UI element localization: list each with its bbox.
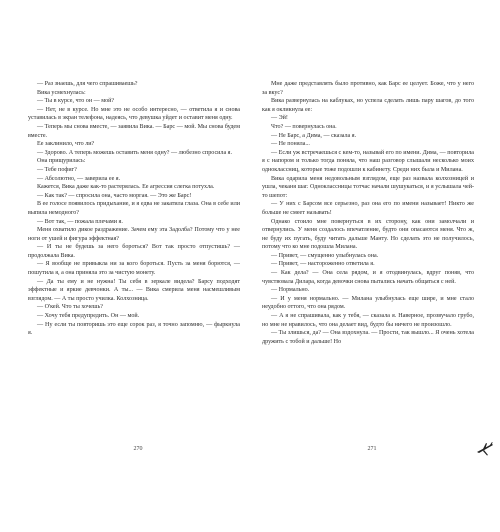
right-paragraph: — Ты злишься, да? — Она вздохнула. — Прости, так вышло... Я очень хотела дружить с тобой и дальше! Но <box>262 330 474 345</box>
left-paragraph: — Ну если ты повторишь это еще сорок раз, я точно запомню, — фыркнула я. <box>28 321 240 337</box>
left-paragraph: Меня охватило дикое раздражение. Зачем ему эта Задолба? Потому что у нее ноги от ушей и фигура эффектная? <box>28 227 240 242</box>
left-page-text <box>28 80 240 338</box>
left-paragraph: — О'кей. Что ты хочешь? <box>37 304 103 311</box>
left-paragraph: — И ты не будешь за него бороться? Вот так просто отпустишь? — продолжала Вика. <box>28 244 240 259</box>
left-paragraph: — Как так? — спросила она, часто моргая. — Это же Барс! <box>37 192 192 199</box>
right-paragraph: — И у меня нормально. — Милана улыбнулась еще шире, и мне стало неудобно оттого, что она рядом. <box>262 295 474 311</box>
left-paragraph: В ее голосе появилось придыхание, и я едва не закатила глаза. Она в себе или выпила немодного? <box>28 201 240 216</box>
right-paragraph: — Если уж встречаешься с кем-то, называй его по имени. Дима, — повторила я с напором и только тогда поняла, что наш разговор слышали несколько моих одноклассниц, которые тоже подошли к кабинету. Среди них была и Милана. <box>262 149 474 173</box>
left-paragraph: — Раз знаешь, для чего спрашиваешь? <box>37 81 138 87</box>
left-paragraph: — Вот так, — пожала плечами я. <box>37 218 123 225</box>
right-paragraph: — Привет, — смущенно улыбнулась она. <box>271 252 379 259</box>
right-paragraph: — У них с Барсом все серьезно, раз она его по имени называет! Никто же больше не смеет называть! <box>262 201 474 216</box>
right-paragraph: Однако стоило мне повернуться в их сторону, как они замолчали и отвернулись. У меня создалось впечатление, будто они опасаются меня. Что ж, не буду их пугать, буду читать дальше Манту. Но сделать это не получилось, потому что ко мне подошла Милана. <box>262 218 474 251</box>
right-paragraph: Что? — повернулась она. <box>271 123 337 130</box>
left-paragraph: — Здорово. А теперь можешь оставить меня одну? — любезно спросила я. <box>37 149 233 156</box>
left-paragraph: — Я вообще не привыкла ни за кого бороться. Пусть за меня борются, — пошутила я, а она приняла это за чистую монету. <box>28 261 240 277</box>
right-paragraph: Мне даже представлять было противно, как Барс ее целует. Боже, что у него за вкус? <box>262 81 474 96</box>
right-paragraph: Вика развернулась на каблуках, но успела сделать лишь пару шагов, до того как я окликнула ее: <box>262 98 474 113</box>
right-paragraph: — Эй! <box>271 115 288 122</box>
right-paragraph: — Не Барс, а Дима, — сказала я. <box>271 132 357 139</box>
right-paragraph: Вика одарила меня недовольным взглядом, еще раз назвала колхозницей и ушла, чеканя шаг. Одноклассницы тотчас начали шушукаться, и я услышала чей-то шепот: <box>262 175 474 199</box>
left-paragraph: Ее заклинило, что ли? <box>37 141 95 148</box>
right-paragraph: — Нормально. <box>271 287 310 294</box>
left-paragraph: — Да ты ему и не нужна! Ты себя в зеркале видела? Барсу подходят эффектные и яркие девчонки. А ты... — Вика смерила меня насмешливым взглядом. — А ты просто училка. Колхозница. <box>28 278 240 302</box>
left-paragraph: — Теперь мы снова вместе, — заявила Вика. — Барс — мой. Мы снова будем вместе. <box>28 123 240 139</box>
left-paragraph: — Абсолютно, — заверила ее я. <box>37 175 121 182</box>
page-number-left: 270 <box>133 446 143 452</box>
left-paragraph: Она прищурилась: <box>37 158 86 165</box>
left-paragraph: Вика усмехнулась: <box>37 89 86 96</box>
right-paragraph: — Как дела? — Она села рядом, и я отодвинулась, вдруг поняв, что чувствовала Дилара, когда девочки снова пытались начать общаться с ней. <box>262 270 474 285</box>
left-paragraph: — Тебе пофиг? <box>37 166 77 173</box>
page-number-right: 271 <box>367 446 377 452</box>
right-paragraph: — А я не спрашивала, как у тебя, — сказала я. Наверное, прозвучало грубо, но мне не нравилось, что она делает вид, будто бы ничего не произошло. <box>262 313 474 328</box>
left-paragraph: — Нет, не в курсе. Но мне это не особо интересно, — ответила я и снова уставилась в экран телефона, надеясь, что девушка уйдет и оставит меня одну. <box>28 106 240 122</box>
right-paragraph: — Привет, — настороженно ответила я. <box>271 261 375 268</box>
right-paragraph: — Не поняла... <box>271 141 310 148</box>
left-paragraph: — Хочу тебя предупредить. Он — мой. <box>37 313 140 320</box>
left-paragraph: Кажется, Вика даже как-то растерялась. Ее агрессия слегка потухла. <box>37 184 215 191</box>
left-paragraph: — Ты в курсе, что он — мой? <box>37 98 115 105</box>
right-page-text <box>262 80 474 346</box>
airplane-icon <box>476 440 494 458</box>
